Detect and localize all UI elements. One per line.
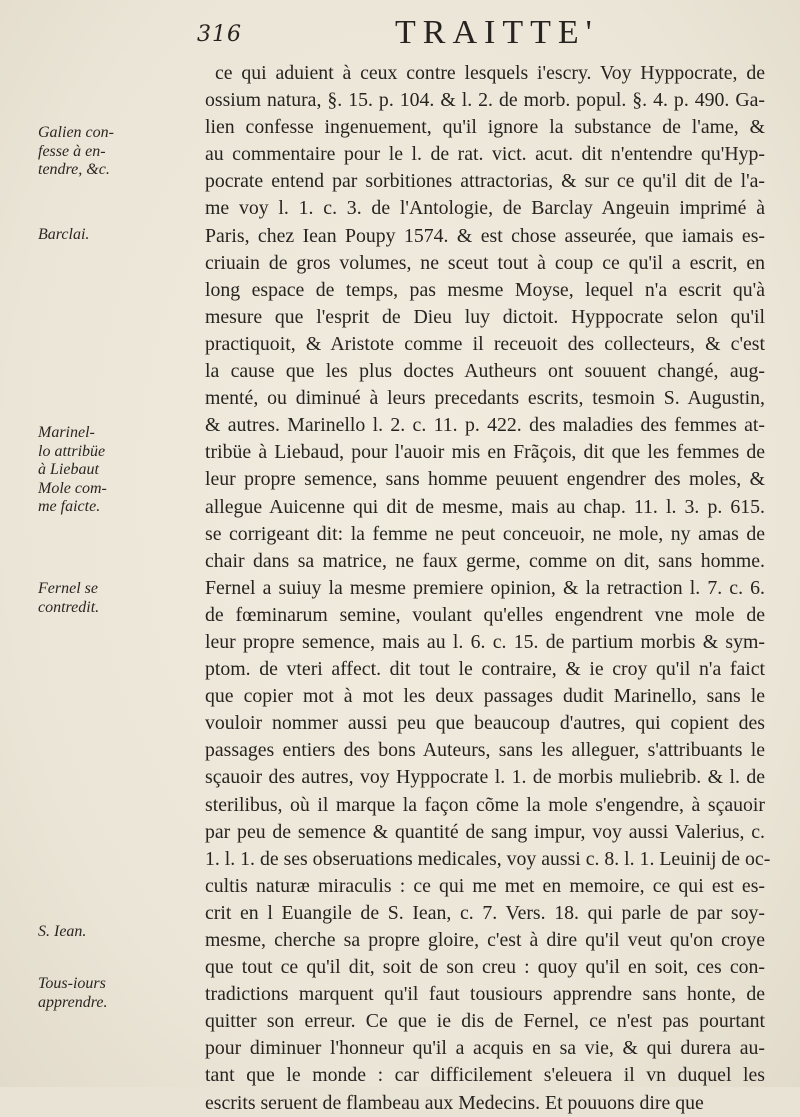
text-line: Fernel a suiuy la mesme premiere opinion, & la retraction l. 7. c. 6. [205, 576, 765, 599]
text-line: ossium natura, §. 15. p. 104. & l. 2. de morb. popul. §. 4. p. 490. Ga- [205, 89, 765, 112]
text-line: tradictions marquent qu'il faut tousiours apprendre sans honte, de [205, 983, 765, 1006]
margin-note-line: S. Iean. [38, 923, 87, 940]
text-line: par peu de semence & quantité de sang impur, voy aussi Valerius, c. [205, 820, 765, 843]
text-line: la cause que les plus doctes Autheurs ont souuent changé, aug- [205, 360, 765, 383]
text-line: au commentaire pour le l. de rat. vict. acut. dit n'entendre qu'Hyp- [205, 143, 765, 166]
text-line: allegue Auicenne qui dit de mesme, mais au chap. 11. l. 3. p. 615. [205, 495, 765, 518]
text-line: me voy l. 1. c. 3. de l'Antologie, de Barclay Angeuin imprimé à [205, 197, 765, 220]
page-header [0, 14, 800, 54]
text-line: 1. l. 1. de ses obseruations medicales, voy aussi c. 8. l. 1. Leuinij de oc- [205, 847, 771, 870]
text-line: que copier mot à mot les deux passages dudit Marinello, sans le [205, 685, 765, 708]
text-line: menté, ou diminué à leurs precedants escrits, tesmoin S. Augustin, [205, 387, 765, 410]
text-line: tant que le monde : car difficilement s'eleuera il vn duquel les [205, 1064, 765, 1087]
text-line: long espace de temps, pas mesme Moyse, lequel n'a escrit qu'à [205, 278, 765, 301]
text-line: chair dans sa matrice, ne faux germe, comme on dit, sans homme. [205, 549, 765, 572]
margin-note-line: Fernel se [38, 580, 98, 597]
margin-note-line: tendre, &c. [38, 161, 110, 178]
text-line: que tout ce qu'il dit, soit de son creu : quoy qu'il en soit, ces con- [205, 956, 765, 979]
margin-note-marinello [38, 424, 198, 517]
text-line: lien confesse ingenuement, qu'il ignore la substance de l'ame, & [205, 116, 765, 139]
running-title: TRAITTE' [395, 14, 599, 51]
text-line: sterilibus, où il marque la façon cõme la mole s'engendre, à sçauoir [205, 793, 765, 816]
margin-note-line: Galien con- [38, 124, 114, 141]
text-line: ptom. de vteri affect. dit tout le contraire, & ie croy qu'il n'a faict [205, 658, 765, 681]
margin-note-line: Tous-iours [38, 975, 106, 992]
text-line: leur propre semence, sans homme peuuent engendrer des moles, & [205, 468, 765, 491]
text-line: leur propre semence, mais au l. 6. c. 15. de partium morbis & sym- [205, 630, 765, 653]
text-line: de fœminarum semine, voulant qu'elles engendrent vne mole de [205, 603, 765, 626]
text-line: mesure que l'esprit de Dieu luy dictoit. Hyppocrate selon qu'il [205, 305, 765, 328]
margin-note-line: me faicte. [38, 498, 101, 515]
margin-note-line: à Liebaut [38, 461, 99, 478]
text-line: criuain de gros volumes, ne sceut tout à coup ce qu'il a escrit, en [205, 251, 765, 274]
margin-note-galien [38, 124, 198, 180]
margin-note-line: Marinel- [38, 424, 95, 441]
margin-note-line: apprendre. [38, 993, 108, 1011]
text-line: crit en l Euangile de S. Iean, c. 7. Vers. 18. qui parle de par soy- [205, 901, 765, 924]
text-line: passages entiers des bons Auteurs, sans les alleguer, s'attribuants le [205, 739, 765, 762]
text-line: sçauoir des autres, voy Hyppocrate l. 1. de morbis muliebrib. & l. de [205, 766, 765, 789]
text-line: pocrate entend par sorbitiones attractorias, & sur ce qu'il dit de l'a- [205, 170, 765, 193]
margin-note-saint-iean [38, 923, 198, 942]
text-line: mesme, cherche sa propre gloire, c'est à dire qu'il veut qu'on croye [205, 929, 765, 951]
margin-note-line: Barclai. [38, 226, 90, 243]
text-line: escrits seruent de flambeau aux Medecins. Et pouuons dire que [205, 1091, 704, 1114]
main-text [205, 60, 771, 1117]
margin-note-barclai [38, 226, 198, 245]
text-line: vouloir nommer aussi peu que beaucoup d'autres, qui copient des [205, 712, 765, 735]
margin-note-apprendre [38, 975, 198, 1012]
text-line: & autres. Marinello l. 2. c. 11. p. 422. des maladies des femmes at- [205, 414, 765, 437]
text-line: tribüe à Liebaud, pour l'auoir mis en Frãçois, dit que les femmes de [205, 441, 765, 464]
text-line: ce qui aduient à ceux contre lesquels i'escry. Voy Hyppocrate, de [215, 62, 765, 84]
text-line: practiquoit, & Aristote comme il receuoit des collecteurs, & c'est [205, 332, 765, 355]
text-line: cultis naturæ miraculis : ce qui me met en memoire, ce qui est es- [205, 874, 765, 897]
page-number: 316 [197, 22, 242, 47]
text-line: pour diminuer l'honneur qu'il a acquis en sa vie, & qui durera au- [205, 1037, 765, 1060]
margin-note-line: contredit. [38, 598, 100, 616]
text-line: se corrigeant dit: la femme ne peut conceuoir, ne mole, ny amas de [205, 522, 765, 545]
text-line: quitter son erreur. Ce que ie dis de Fernel, ce n'est pas pourtant [205, 1010, 765, 1033]
margin-note-line: fesse à en- [38, 142, 106, 160]
margin-note-line: lo attribüe [38, 442, 106, 460]
margin-note-fernel [38, 580, 198, 617]
margin-note-line: Mole com- [38, 479, 107, 497]
text-line: Paris, chez Iean Poupy 1574. & est chose asseurée, que iamais es- [205, 224, 765, 247]
